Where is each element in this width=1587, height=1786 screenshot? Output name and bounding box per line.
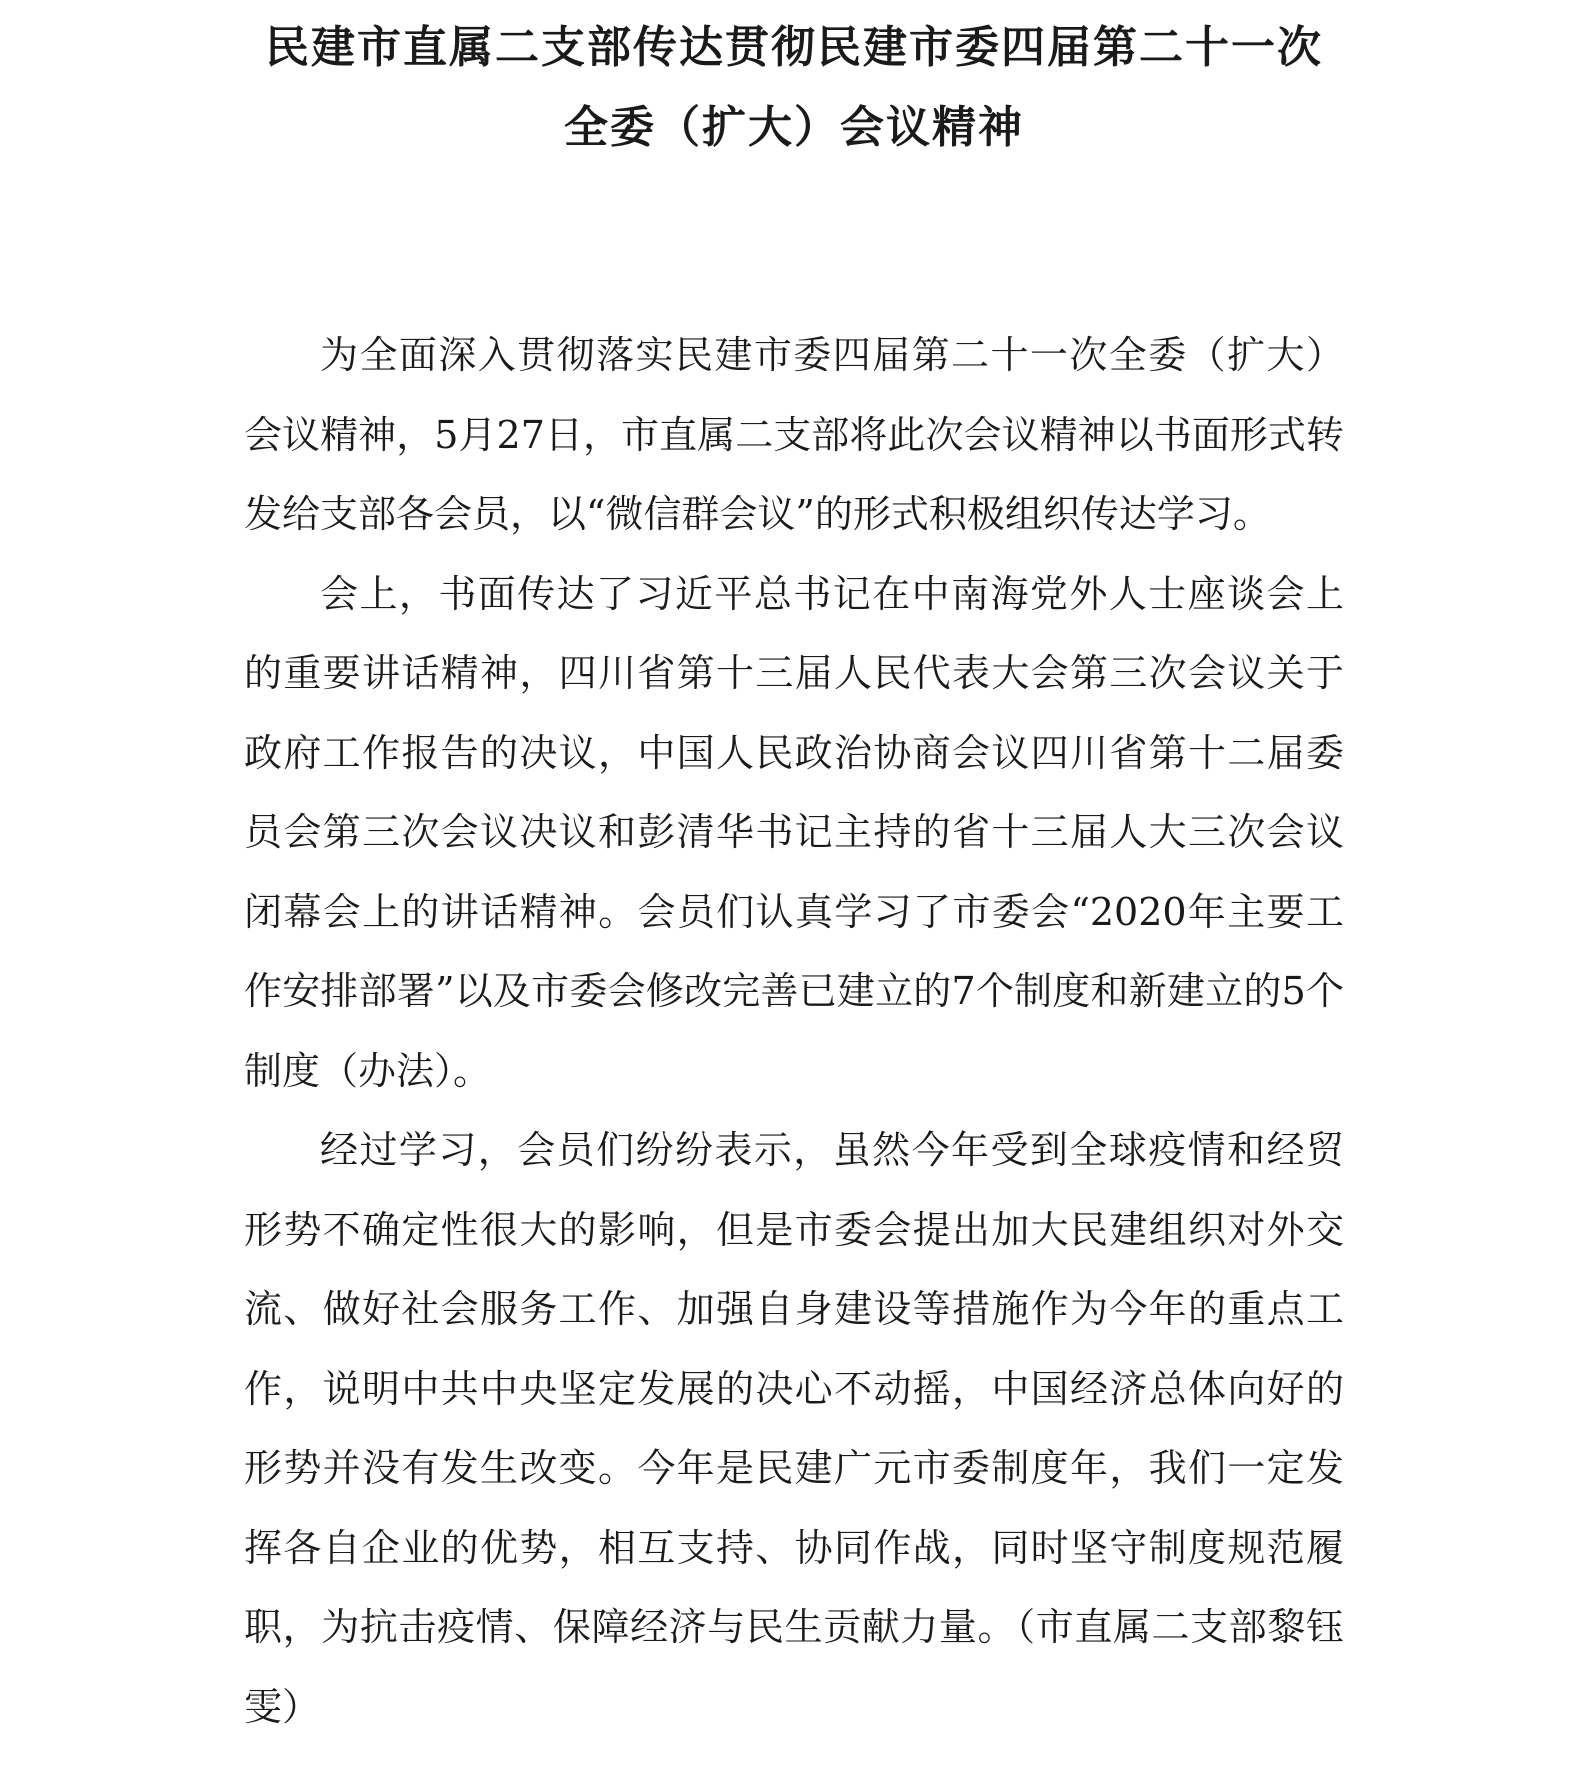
title-line-1: 民建市直属二支部传达贯彻民建市委四届第二十一次 xyxy=(265,22,1323,73)
paragraph-member-reflections: 经过学习，会员们纷纷表示，虽然今年受到全球疫情和经贸形势不确定性很大的影响，但是市委会提出加大民建组织对外交流、做好社会服务工作、加强自身建设等措施作为今年的重点工作，说明中共中央坚定发展的决心不动摇，中国经济总体向好的形势并没有发生改变。今年是民建广元市委制度年，我们一定发挥各自企业的优势，相互支持、协同作战，同时坚守制度规范履职，为抗击疫情、保障经济与民生贡献力量。（市直属二支部黎钰雯） xyxy=(244,1128,1344,1729)
article-body xyxy=(244,316,1344,1747)
paragraph-meeting-content: 会上，书面传达了习近平总书记在中南海党外人士座谈会上的重要讲话精神，四川省第十三届人民代表大会第三次会议关于政府工作报告的决议，中国人民政治协商会议四川省第十二届委员会第三次会议决议和彭清华书记主持的省十三届人大三次会议闭幕会上的讲话精神。会员们认真学习了市委会“2020年主要工作安排部署”以及市委会修改完善已建立的7个制度和新建立的5个制度（办法）。 xyxy=(244,571,1344,1093)
title-line-2: 全委（扩大）会议精神 xyxy=(564,102,1024,153)
document-page xyxy=(244,0,1344,1747)
paragraph-intro: 为全面深入贯彻落实民建市委四届第二十一次全委（扩大）会议精神，5月27日，市直属二支部将此次会议精神以书面形式转发给支部各会员，以“微信群会议”的形式积极组织传达学习。 xyxy=(244,333,1344,536)
article-title xyxy=(244,0,1344,168)
